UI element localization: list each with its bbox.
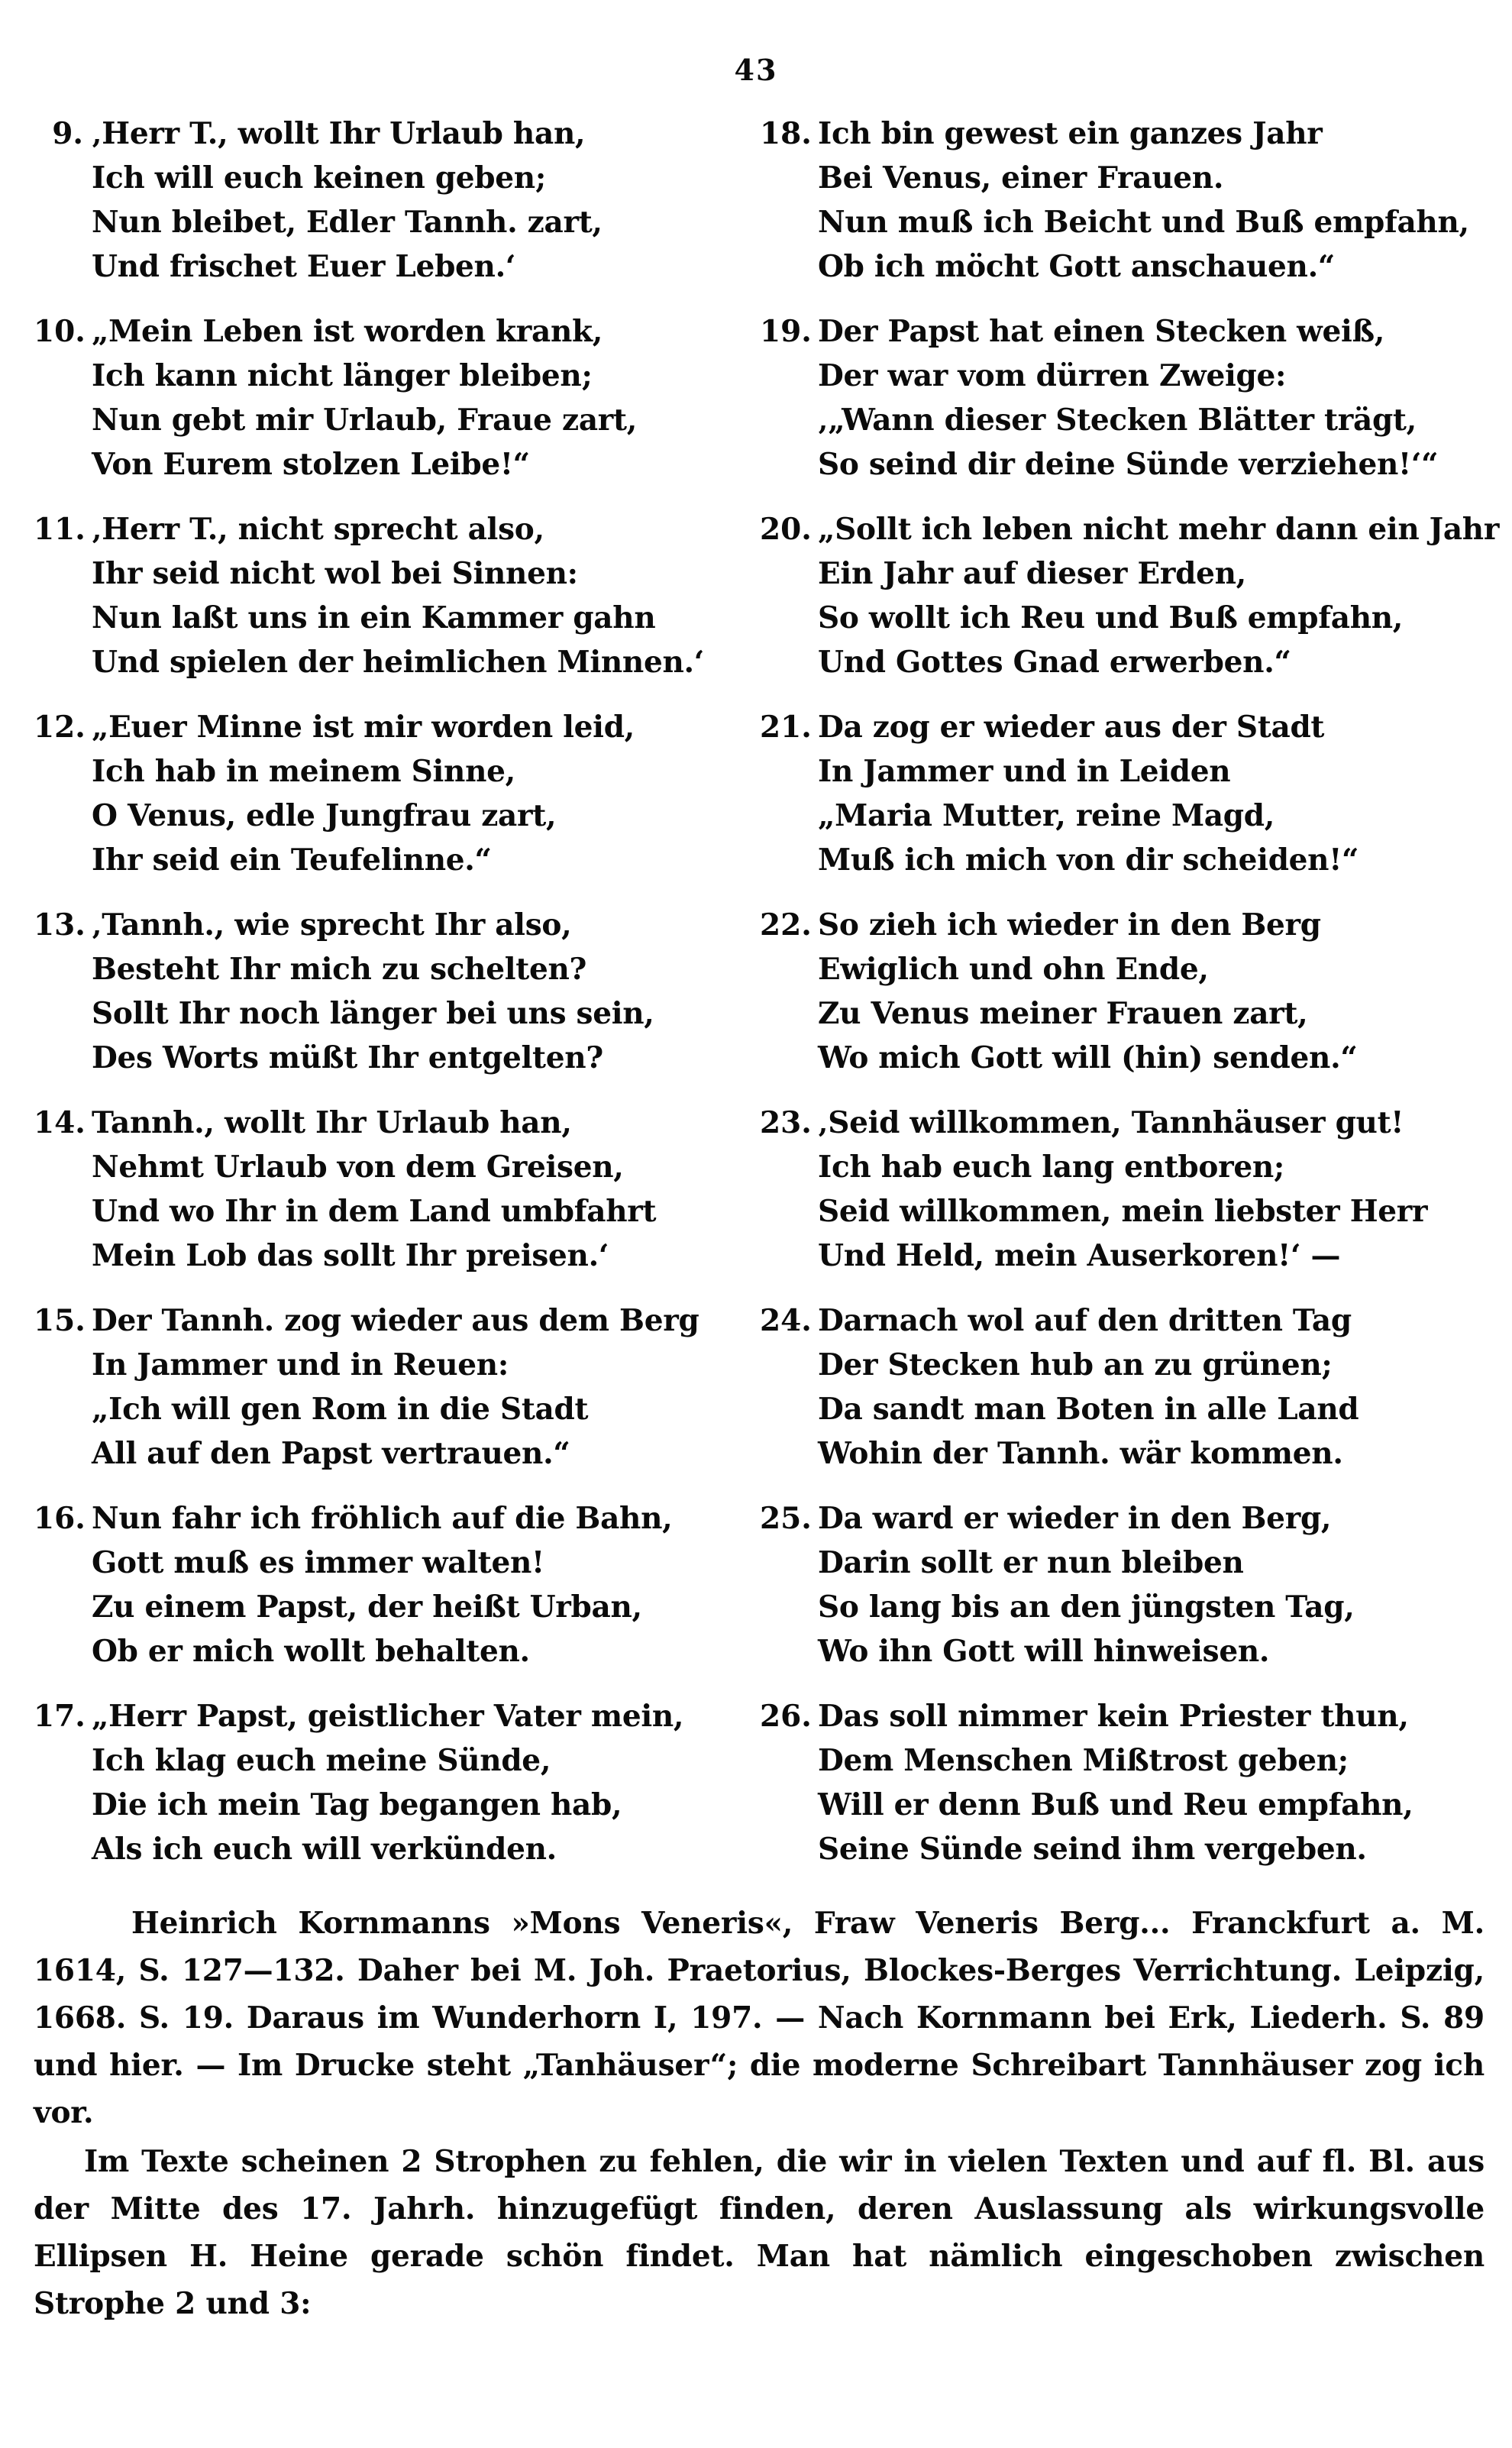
stanza-number: 13.	[34, 907, 86, 943]
stanza-verses	[818, 1101, 1486, 1278]
verse-line: Und wo Ihr in dem Land umbfahrt	[92, 1194, 657, 1229]
stanza-verses	[818, 705, 1486, 882]
stanza	[34, 705, 743, 882]
verse-line: Mein Lob das sollt Ihr preisen.‘	[92, 1238, 609, 1273]
verse-line: Da sandt man Boten in alle Land	[818, 1392, 1359, 1427]
verse-line: Wo mich Gott will (hin) senden.“	[818, 1040, 1358, 1075]
right-column	[760, 112, 1500, 1892]
stanza-number: 23.	[760, 1105, 812, 1140]
stanza-verses	[818, 112, 1486, 289]
verse-line: Und Gottes Gnad erwerben.“	[818, 645, 1291, 680]
verse-line: Ich bin gewest ein ganzes Jahr	[818, 116, 1323, 151]
stanza	[760, 507, 1500, 684]
stanza-number: 24.	[760, 1303, 812, 1338]
stanza	[34, 1101, 743, 1278]
verse-line: Darin sollt er nun bleiben	[818, 1545, 1244, 1580]
stanza	[760, 1298, 1486, 1476]
verse-line: Seid willkommen, mein liebster Herr	[818, 1194, 1428, 1229]
verse-line: Wo ihn Gott will hinweisen.	[818, 1634, 1270, 1669]
verse-line: „Sollt ich leben nicht mehr dann ein Jahr	[818, 512, 1500, 547]
verse-line: Das soll nimmer kein Priester thun,	[818, 1699, 1409, 1734]
stanza-verses	[92, 903, 743, 1080]
verse-line: Will er denn Buß und Reu empfahn,	[818, 1787, 1413, 1822]
verse-line: Des Worts müßt Ihr entgelten?	[92, 1040, 603, 1075]
verse-line: So lang bis an den jüngsten Tag,	[818, 1589, 1355, 1625]
stanza-verses	[818, 1694, 1486, 1871]
verse-line: Zu Venus meiner Frauen zart,	[818, 996, 1308, 1031]
verse-line: All auf den Papst vertrauen.“	[92, 1436, 570, 1471]
verse-line: ‚Herr T., nicht sprecht also,	[92, 512, 544, 547]
verse-line: Der Stecken hub an zu grünen;	[818, 1347, 1333, 1382]
verse-line: Ewiglich und ohn Ende,	[818, 952, 1209, 987]
verse-line: Ein Jahr auf dieser Erden,	[818, 556, 1246, 591]
stanza-number: 10.	[34, 314, 86, 349]
verse-line: In Jammer und in Reuen:	[92, 1347, 509, 1382]
verse-line: „Mein Leben ist worden krank,	[92, 314, 603, 349]
left-column	[34, 112, 743, 1892]
stanza	[760, 705, 1486, 882]
stanza-number: 20.	[760, 512, 812, 547]
verse-line: ‚Herr T., wollt Ihr Urlaub han,	[92, 116, 586, 151]
verse-line: Und frischet Euer Leben.‘	[92, 249, 516, 284]
verse-line: Der Papst hat einen Stecken weiß,	[818, 314, 1385, 349]
verse-line: Nehmt Urlaub von dem Greisen,	[92, 1150, 624, 1185]
stanza	[760, 1694, 1486, 1871]
stanza-columns	[0, 112, 1512, 1892]
stanza-number: 19.	[760, 314, 812, 349]
stanza	[34, 112, 743, 289]
verse-line: Ich hab euch lang entboren;	[818, 1150, 1285, 1185]
verse-line: ‚„Wann dieser Stecken Blätter trägt,	[818, 403, 1417, 438]
stanza	[34, 1496, 743, 1674]
footnote-section	[34, 1900, 1485, 2327]
verse-line: Muß ich mich von dir scheiden!“	[818, 842, 1359, 878]
verse-line: So wollt ich Reu und Buß empfahn,	[818, 600, 1404, 635]
verse-line: So seind dir deine Sünde verziehen!‘“	[818, 447, 1439, 482]
stanza-number: 12.	[34, 710, 86, 745]
stanza	[760, 1101, 1486, 1278]
verse-line: Nun fahr ich fröhlich auf die Bahn,	[92, 1501, 673, 1536]
verse-line: Gott muß es immer walten!	[92, 1545, 544, 1580]
stanza-verses	[818, 903, 1486, 1080]
verse-line: Ich will euch keinen geben;	[92, 160, 546, 196]
verse-line: Ihr seid ein Teufelinne.“	[92, 842, 492, 878]
verse-line: Ich klag euch meine Sünde,	[92, 1743, 551, 1778]
verse-line: Sollt Ihr noch länger bei uns sein,	[92, 996, 654, 1031]
page-number: 43	[734, 53, 778, 87]
stanza	[34, 309, 743, 487]
verse-line: Als ich euch will verkünden.	[92, 1832, 557, 1867]
verse-line: Zu einem Papst, der heißt Urban,	[92, 1589, 642, 1625]
verse-line: Ob er mich wollt behalten.	[92, 1634, 530, 1669]
stanza-number: 14.	[34, 1105, 86, 1140]
verse-line: ‚Tannh., wie sprecht Ihr also,	[92, 907, 572, 943]
stanza-verses	[92, 1496, 743, 1674]
stanza-number: 16.	[34, 1501, 86, 1536]
stanza	[760, 903, 1486, 1080]
stanza-verses	[818, 1298, 1486, 1476]
verse-line: Von Eurem stolzen Leibe!“	[92, 447, 530, 482]
verse-line: Ihr seid nicht wol bei Sinnen:	[92, 556, 578, 591]
stanza	[34, 507, 743, 684]
footnote-paragraph: Im Texte scheinen 2 Strophen zu fehlen, die wir in vielen Texten und auf fl. Bl. aus der Mitte des 17. Jahrh. hinzugefügt finden, deren Auslassung als wirkungsvolle Ellipsen H. Heine gerade schön findet. Man hat nämlich eingeschoben zwischen Strophe 2 und 3:	[34, 2144, 1485, 2321]
stanza-verses	[92, 1298, 743, 1476]
verse-line: Nun muß ich Beicht und Buß empfahn,	[818, 205, 1469, 240]
verse-line: Und Held, mein Auserkoren!‘ —	[818, 1238, 1341, 1273]
stanza-verses	[92, 1694, 743, 1871]
verse-line: Nun laßt uns in ein Kammer gahn	[92, 600, 656, 635]
verse-line: Der Tannh. zog wieder aus dem Berg	[92, 1303, 699, 1338]
verse-line: Ich kann nicht länger bleiben;	[92, 358, 593, 393]
stanza-number: 15.	[34, 1303, 86, 1338]
verse-line: Besteht Ihr mich zu schelten?	[92, 952, 587, 987]
verse-line: Darnach wol auf den dritten Tag	[818, 1303, 1352, 1338]
footnote-paragraph: Heinrich Kornmanns »Mons Veneris«, Fraw Veneris Berg... Franckfurt a. M. 1614, S. 127—132. Daher bei M. Joh. Praetorius, Blockes-Berges Verrichtung. Leipzig, 1668. S. 19. Daraus im Wunderhorn I, 197. — Nach Kornmann bei Erk, Liederh. S. 89 und hier. — Im Drucke steht „Tanhäuser“; die moderne Schreibart Tannhäuser zog ich vor.	[34, 1906, 1485, 2130]
verse-line: ‚Seid willkommen, Tannhäuser gut!	[818, 1105, 1404, 1140]
stanza	[34, 1298, 743, 1476]
verse-line: Ich hab in meinem Sinne,	[92, 754, 515, 789]
verse-line: Wohin der Tannh. wär kommen.	[818, 1436, 1343, 1471]
stanza-verses	[92, 705, 743, 882]
verse-line: Der war vom dürren Zweige:	[818, 358, 1287, 393]
stanza-number: 17.	[34, 1699, 86, 1734]
verse-line: O Venus, edle Jungfrau zart,	[92, 798, 557, 833]
stanza	[760, 309, 1486, 487]
stanza-number: 18.	[760, 116, 812, 151]
stanza-verses	[92, 507, 743, 684]
verse-line: Ob ich möcht Gott anschauen.“	[818, 249, 1335, 284]
verse-line: In Jammer und in Leiden	[818, 754, 1231, 789]
stanza-verses	[92, 309, 743, 487]
verse-line: „Ich will gen Rom in die Stadt	[92, 1392, 589, 1427]
verse-line: So zieh ich wieder in den Berg	[818, 907, 1321, 943]
stanza	[760, 112, 1486, 289]
stanza	[34, 903, 743, 1080]
stanza	[760, 1496, 1486, 1674]
verse-line: Da ward er wieder in den Berg,	[818, 1501, 1332, 1536]
stanza-number: 21.	[760, 710, 812, 745]
stanza-verses	[92, 1101, 743, 1278]
stanza	[34, 1694, 743, 1871]
verse-line: Tannh., wollt Ihr Urlaub han,	[92, 1105, 572, 1140]
stanza-verses	[818, 1496, 1486, 1674]
verse-line: Nun bleibet, Edler Tannh. zart,	[92, 205, 603, 240]
verse-line: Und spielen der heimlichen Minnen.‘	[92, 645, 705, 680]
verse-line: Da zog er wieder aus der Stadt	[818, 710, 1325, 745]
stanza-verses	[818, 309, 1486, 487]
stanza-number: 22.	[760, 907, 812, 943]
verse-line: „Herr Papst, geistlicher Vater mein,	[92, 1699, 684, 1734]
verse-line: Dem Menschen Mißtrost geben;	[818, 1743, 1349, 1778]
stanza-number: 26.	[760, 1699, 812, 1734]
stanza-verses	[92, 112, 743, 289]
stanza-number: 11.	[34, 512, 86, 547]
verse-line: Bei Venus, einer Frauen.	[818, 160, 1224, 196]
verse-line: „Maria Mutter, reine Magd,	[818, 798, 1275, 833]
stanza-verses	[818, 507, 1500, 684]
verse-line: Nun gebt mir Urlaub, Fraue zart,	[92, 403, 638, 438]
verse-line: Seine Sünde seind ihm vergeben.	[818, 1832, 1367, 1867]
verse-line: Die ich mein Tag begangen hab,	[92, 1787, 622, 1822]
stanza-number: 25.	[760, 1501, 812, 1536]
stanza-number: 9.	[52, 116, 83, 151]
verse-line: „Euer Minne ist mir worden leid,	[92, 710, 635, 745]
